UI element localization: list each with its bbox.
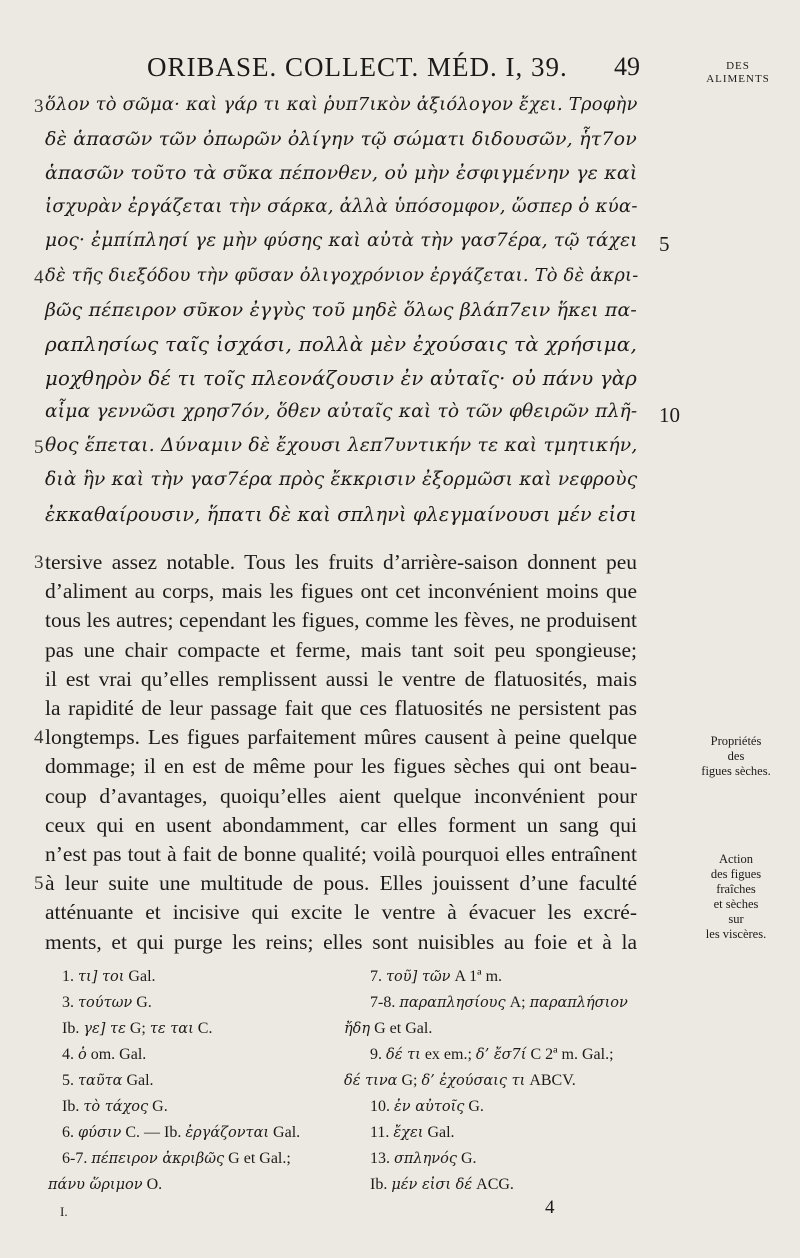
note-latin: Gal. [423,1124,455,1141]
note-latin: Gal. [124,968,156,985]
note-left [62,1124,300,1150]
note-ref: 1. [62,968,78,985]
line-text: ments, et qui purge les reins; elles sont nuisibles au foie et à la [45,929,637,954]
note-greek: δ’ ἔσ7ί [475,1047,527,1063]
line-text: ceux qui en usent abondamment, car elles forment un sang qui [45,812,637,837]
note-left [62,994,152,1020]
note-latin: ex em.; [420,1046,476,1063]
note-greek: ἤδη [344,1021,371,1037]
line-text: ὅλον τὸ σῶμα· καὶ γάρ τι καὶ ῥυπ7ικὸν ἀξιόλογον ἔχει. Τροφὴν [45,94,638,115]
note-latin: O. [142,1176,163,1193]
page-number: 49 [614,52,640,81]
note-latin: ABCV. [525,1072,576,1089]
note-ref: Ib. [370,1176,392,1193]
margin-note-line: Action [718,852,754,866]
note-left [62,1046,146,1072]
note-right [370,1124,455,1150]
note-ref: Ib. [62,1098,84,1115]
running-title: ORIBASE. COLLECT. MÉD. I, 39. [147,52,568,82]
note-latin: G et Gal.; [224,1150,291,1167]
text-line [0,295,800,329]
note-ref: 3. [62,994,78,1011]
note-greek: γε] τε [83,1021,126,1037]
paragraph-number: 5 [34,873,44,895]
note-greek: παραπλησίους [399,995,506,1011]
text-line [0,465,800,499]
note-right [370,994,628,1020]
note-latin: G. [148,1098,168,1115]
line-text: la rapidité de leur passage fait que ces flatuosités ne persistent pas [45,696,637,720]
note-ref: 5. [62,1072,78,1089]
line-text: n’est pas tout à fait de bonne qualité; voilà pourquoi elles entraînent [45,842,637,866]
note-latin: G. [456,1150,477,1167]
line-text: δὲ ἁπασῶν τῶν ὀπωρῶν ὀλίγην τῷ σώματι διδουσῶν, ἧτ7ον [45,128,637,151]
note-greek: τι] τοι [78,969,125,985]
line-text: βῶς πέπειρον σῦκον ἐγγὺς τοῦ μηδὲ ὅλως βλάπ7ειν ἥκει πα- [45,298,637,321]
line-count-number: 10 [659,402,680,427]
line-text: ἰσχυρὰν ἐργάζεται τὴν σάρκα, ἀλλὰ ὑπόσομφον, ὥσπερ ὁ κύα- [45,196,638,218]
signature-mark: I. [60,1204,68,1219]
note-greek: τε ται [149,1021,194,1037]
topic-heading [688,60,788,86]
margin-note-properties [686,734,786,779]
note-latin: C. [193,1020,213,1037]
line-text: ἐκκαθαίρουσιν, ἥπατι δὲ καὶ σπληνὶ φλεγμαίνουσι μέν εἰσι [45,503,638,527]
note-latin: G. [132,994,152,1011]
line-text: à leur suite une multitude de pous. Elles jouissent d’une faculté [45,871,637,896]
note-right [344,1072,576,1098]
note-latin: G. [464,1098,484,1115]
note-greek: δ’ ἐχούσαις τι [421,1073,526,1089]
note-greek: φύσιν [78,1125,122,1141]
note-greek: πάνυ ὥριμον [48,1177,143,1193]
line-text: atténuante et incisive qui excite le ventre à évacuer les excré- [45,900,637,925]
margin-note-line: figues sèches. [701,764,771,778]
note-greek: ἐργάζονται [185,1125,270,1141]
note-greek: ὁ [78,1047,87,1063]
text-line [0,226,800,260]
line-text: θος ἕπεται. Δύναμιν δὲ ἔχουσι λεπ7υντικήν τε καὶ τμητικήν, [45,435,638,456]
note-latin: Gal. [122,1072,154,1089]
line-text: il est vrai qu’elles remplissent aussi le ventre de flatuosités, mais [45,666,637,691]
line-text: dommage; il en est de même pour les figues sèches qui ont beau- [45,754,637,779]
text-line [0,397,800,431]
note-greek: τούτων [78,995,133,1011]
note-right [370,968,502,994]
note-greek: δέ τινα [344,1073,398,1089]
margin-note-line: des [727,749,745,763]
note-greek: πέπειρον ἀκριβῶς [91,1151,225,1167]
note-left [48,1176,162,1202]
note-left [62,1072,154,1098]
note-ref: Ib. [62,1020,84,1037]
note-latin: A; [505,994,530,1011]
margin-note-line: et sèches [713,897,759,911]
paragraph-number: 4 [34,727,44,749]
text-line [0,192,800,226]
note-latin: om. Gal. [86,1046,147,1063]
note-ref: 6-7. [62,1150,92,1167]
note-left [62,1098,168,1124]
note-ref: 9. [370,1046,386,1063]
margin-note-action [686,852,786,942]
note-right [370,1046,614,1072]
note-left [62,968,156,994]
note-latin: Gal. [269,1124,301,1141]
note-ref: 13. [370,1150,394,1167]
line-text: tous les autres; cependant les figues, comme les fèves, ne produisent [45,608,637,633]
text-line [0,158,800,192]
paragraph-number: 3 [34,552,44,573]
paragraph-number: 3 [34,96,44,117]
line-text: μος· ἐμπίπλησί γε μὴν φύσης καὶ αὐτὰ τὴν γασ7έρα, τῷ τάχει [45,230,638,252]
line-text: ἁπασῶν τοῦτο τὰ σῦκα πέπονθεν, οὐ μὴν ἐσφιγμένην γε καὶ [45,162,638,185]
note-right [344,1020,432,1046]
note-greek: ἐν αὐτοῖς [394,1099,465,1115]
text-line [0,329,800,363]
text-line [0,431,800,465]
paragraph-number: 4 [34,266,44,288]
note-latin: G et Gal. [370,1020,433,1037]
note-ref: 6. [62,1124,78,1141]
note-right [370,1098,484,1124]
note-right [370,1176,514,1202]
note-latin: C 2ª m. Gal.; [526,1046,614,1063]
line-count-number: 5 [659,232,670,257]
note-right [370,1150,477,1176]
line-text: pas une chair compacte et ferme, mais tant soit peu spongieuse; [45,637,637,662]
text-line [0,124,800,158]
running-header [0,52,800,85]
topic-line: DES [726,60,750,72]
note-greek: μέν εἰσι δέ [391,1177,473,1193]
note-latin: C. — Ib. [121,1124,186,1141]
line-text: αἷμα γεννῶσι χρησ7όν, ὅθεν αὐταῖς καὶ τὸ τῶν φθειρῶν πλῆ- [45,400,638,422]
text-line [0,363,800,397]
line-text: tersive assez notable. Tous les fruits d’arrière-saison donnent peu [45,550,637,574]
margin-note-line: les viscères. [705,927,767,941]
note-latin: ACG. [472,1176,514,1193]
note-greek: παραπλήσιον [529,995,628,1011]
note-greek: ταῦτα [78,1073,123,1089]
note-greek: δέ τι [386,1047,421,1063]
note-left [62,1020,212,1046]
note-latin: G; [125,1020,150,1037]
signature-number: 4 [545,1197,555,1218]
paragraph-number: 5 [34,437,44,458]
note-greek: τοῦ] τῶν [386,969,451,985]
note-greek: τὸ τάχος [83,1099,149,1115]
note-latin: G; [397,1072,422,1089]
topic-line: ALIMENTS [706,73,770,85]
note-latin: A 1ª m. [450,968,503,985]
note-greek: ἔχει [393,1125,424,1141]
note-greek: σπληνός [394,1151,457,1167]
line-text: coup d’avantages, quoiqu’elles aient quelque inconvénient pour [45,783,637,808]
note-ref: 7. [370,968,386,985]
margin-note-line: des figues [710,867,762,881]
line-text: μοχθηρὸν δέ τι τοῖς πλεονάζουσιν ἐν αὐταῖς· οὐ πάνυ γὰρ [45,366,637,390]
text-line [0,261,800,295]
line-text: δὲ τῆς διεξόδου τὴν φῦσαν ὀλιγοχρόνιον ἐργάζεται. Τὸ δὲ ἀκρι- [45,264,639,286]
margin-note-line: fraîches [716,882,756,896]
line-text: διὰ ἣν καὶ τὴν γασ7έρα πρὸς ἔκκρισιν ἐξορμῶσι καὶ νεφροὺς [45,469,638,491]
margin-note-line: Propriétés [710,734,762,748]
note-ref: 4. [62,1046,78,1063]
line-text: longtemps. Les figues parfaitement mûres causent à peine quelque [45,725,637,750]
margin-note-line: sur [728,912,744,926]
text-line [0,90,800,124]
text-line [0,926,800,960]
note-ref: 7-8. [370,994,400,1011]
note-ref: 10. [370,1098,394,1115]
note-ref: 11. [370,1124,394,1141]
text-line [0,499,800,533]
note-left [62,1150,291,1176]
line-text: d’aliment au corps, mais les figues ont cet inconvénient moins que [45,579,637,604]
line-text: ραπλησίως ταῖς ἰσχάσι, πολλὰ μὲν ἐχούσαις τὰ χρήσιμα, [45,332,637,356]
